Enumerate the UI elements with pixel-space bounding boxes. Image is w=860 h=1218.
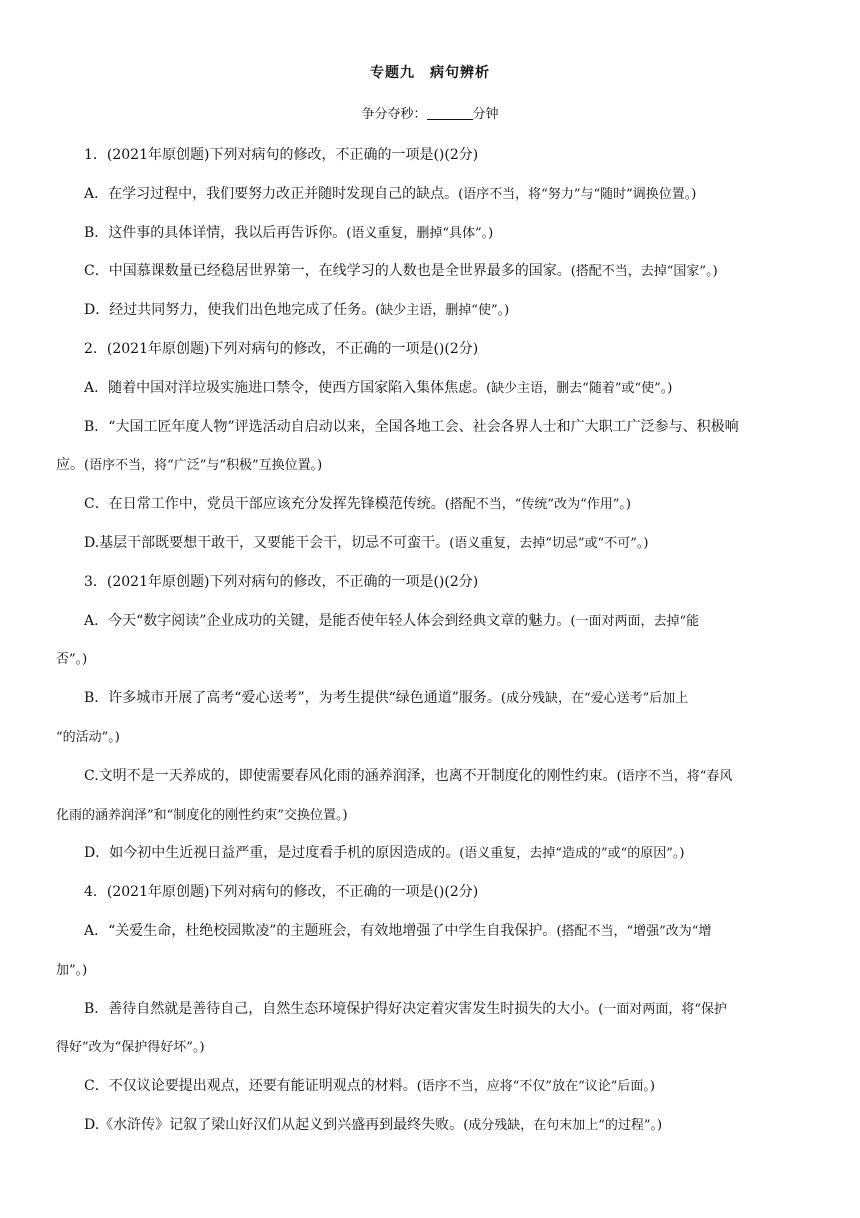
text-line xyxy=(56,408,808,447)
text-line xyxy=(56,524,808,563)
line-annotation: “的活动”。) xyxy=(56,729,120,745)
time-prompt xyxy=(0,103,860,122)
text-line xyxy=(56,214,808,253)
line-text: 1．(2021年原创题)下列对病句的修改，不正确的一项是()(2分) xyxy=(84,147,479,163)
line-annotation: 加”。) xyxy=(56,962,88,978)
line-text: D．如今初中生近视日益严重，是过度看手机的原因造成的。 xyxy=(84,845,460,862)
text-line xyxy=(56,757,808,796)
text-line xyxy=(56,602,808,641)
line-text: D．经过共同努力，使我们出色地完成了任务。 xyxy=(84,302,376,319)
text-line xyxy=(56,640,808,679)
line-annotation: (缺少主语，删去“随着”或“使”。) xyxy=(486,380,673,396)
line-annotation: (搭配不当，“增强”改为“增 xyxy=(556,923,712,939)
line-text: A．在学习过程中，我们要努力改正并随时发现自己的缺点。 xyxy=(84,185,459,202)
line-annotation: (一面对两面，去掉“能 xyxy=(570,613,700,629)
text-line xyxy=(56,485,808,524)
text-line xyxy=(56,175,808,214)
line-text: 4．(2021年原创题)下列对病句的修改，不正确的一项是()(2分) xyxy=(84,884,479,901)
line-text: D.《水浒传》记叙了梁山好汉们从起义到兴盛再到最终失败。 xyxy=(84,1116,464,1133)
line-text: A．今天“数字阅读”企业成功的关键，是能否使年轻人体会到经典文章的魅力。 xyxy=(84,612,571,629)
line-annotation: (搭配不当，“传统”改为“作用”。) xyxy=(444,497,631,513)
line-text: B．“大国工匠年度人物”评选活动自启动以来，全国各地工会、社会各界人士和广大职工广泛参与、积极响 xyxy=(84,418,739,435)
line-text: D.基层干部既要想干敢干，又要能干会干，切忌不可蛮干。 xyxy=(84,534,450,551)
text-line xyxy=(56,873,808,912)
text-line xyxy=(56,951,808,990)
text-line xyxy=(56,990,808,1029)
time-prompt-label: 争分夺秒： xyxy=(361,107,427,122)
line-annotation: (缺少主语，删掉“使”。) xyxy=(375,303,510,319)
page-title: 专题九 病句辨析 xyxy=(370,65,490,81)
line-annotation: 否”。) xyxy=(56,652,88,668)
line-annotation: (语义重复，去掉“切忌”或“不可”。) xyxy=(449,535,649,551)
line-text: C．在日常工作中，党员干部应该充分发挥先锋模范传统。 xyxy=(84,496,445,513)
line-text: B．这件事的具体详情，我以后再告诉你。 xyxy=(84,224,347,241)
line-annotation: (成分残缺，在“爱心送考”后加上 xyxy=(500,691,689,707)
line-text: 3．(2021年原创题)下列对病句的修改，不正确的一项是()(2分) xyxy=(84,573,479,590)
text-line xyxy=(56,291,808,330)
line-annotation: 得好”改为“保护得好坏”。) xyxy=(56,1040,205,1056)
line-annotation: 化雨的涵养润泽”和“制度化的刚性约束”交换位置。) xyxy=(56,807,348,823)
text-line xyxy=(56,1067,808,1106)
line-text: A．“关爱生命，杜绝校园欺凌”的主题班会，有效地增强了中学生自我保护。 xyxy=(84,922,557,939)
text-line xyxy=(56,796,808,835)
text-line xyxy=(56,446,808,485)
line-annotation: (成分残缺，在句末加上“的过程”。) xyxy=(463,1117,663,1133)
text-line xyxy=(56,912,808,951)
text-line xyxy=(56,679,808,718)
text-line xyxy=(56,718,808,757)
line-text: 2．(2021年原创题)下列对病句的修改，不正确的一项是()(2分) xyxy=(84,340,479,357)
line-annotation: (一面对两面，将“保护 xyxy=(598,1001,728,1017)
line-text: A．随着中国对洋垃圾实施进口禁令，使西方国家陷入集体焦虑。 xyxy=(84,379,487,396)
question-content xyxy=(56,136,808,1145)
text-line xyxy=(56,330,808,369)
line-annotation: (语序不当，将“努力”与“随时”调换位置。) xyxy=(458,186,697,202)
line-text: B．善待自然就是善待自己，自然生态环境保护得好决定着灾害发生时损失的大小。 xyxy=(84,1000,599,1017)
text-line xyxy=(56,1106,808,1145)
text-line xyxy=(56,252,808,291)
line-annotation: (语序不当，将“春风 xyxy=(616,768,733,784)
text-line xyxy=(56,369,808,408)
line-text: C.文明不是一天养成的，即使需要春风化雨的涵养润泽，也离不开制度化的刚性约束。 xyxy=(84,767,617,784)
line-annotation: (语义重复，删掉“具体”。) xyxy=(346,225,494,241)
text-line xyxy=(56,1028,808,1067)
text-line xyxy=(56,136,808,175)
line-text: B．许多城市开展了高考“爱心送考”，为考生提供“绿色通道”服务。 xyxy=(84,690,501,707)
line-annotation: (语序不当，应将“不仅”放在“议论”后面。) xyxy=(416,1079,655,1095)
line-text: C．不仅议论要提出观点，还要有能证明观点的材料。 xyxy=(84,1078,417,1095)
line-annotation: (搭配不当，去掉“国家”。) xyxy=(570,264,718,280)
line-annotation: (语序不当，将“广泛”与“积极”互换位置。) xyxy=(84,458,323,474)
time-blank xyxy=(427,107,473,120)
line-text: C．中国慕课数量已经稳居世界第一，在线学习的人数也是全世界最多的国家。 xyxy=(84,263,571,280)
time-prompt-unit: 分钟 xyxy=(472,107,499,122)
line-text: 应。 xyxy=(56,457,84,474)
line-annotation: (语义重复，去掉“造成的”或“的原因”。) xyxy=(459,846,685,862)
text-line xyxy=(56,563,808,602)
text-line xyxy=(56,834,808,873)
